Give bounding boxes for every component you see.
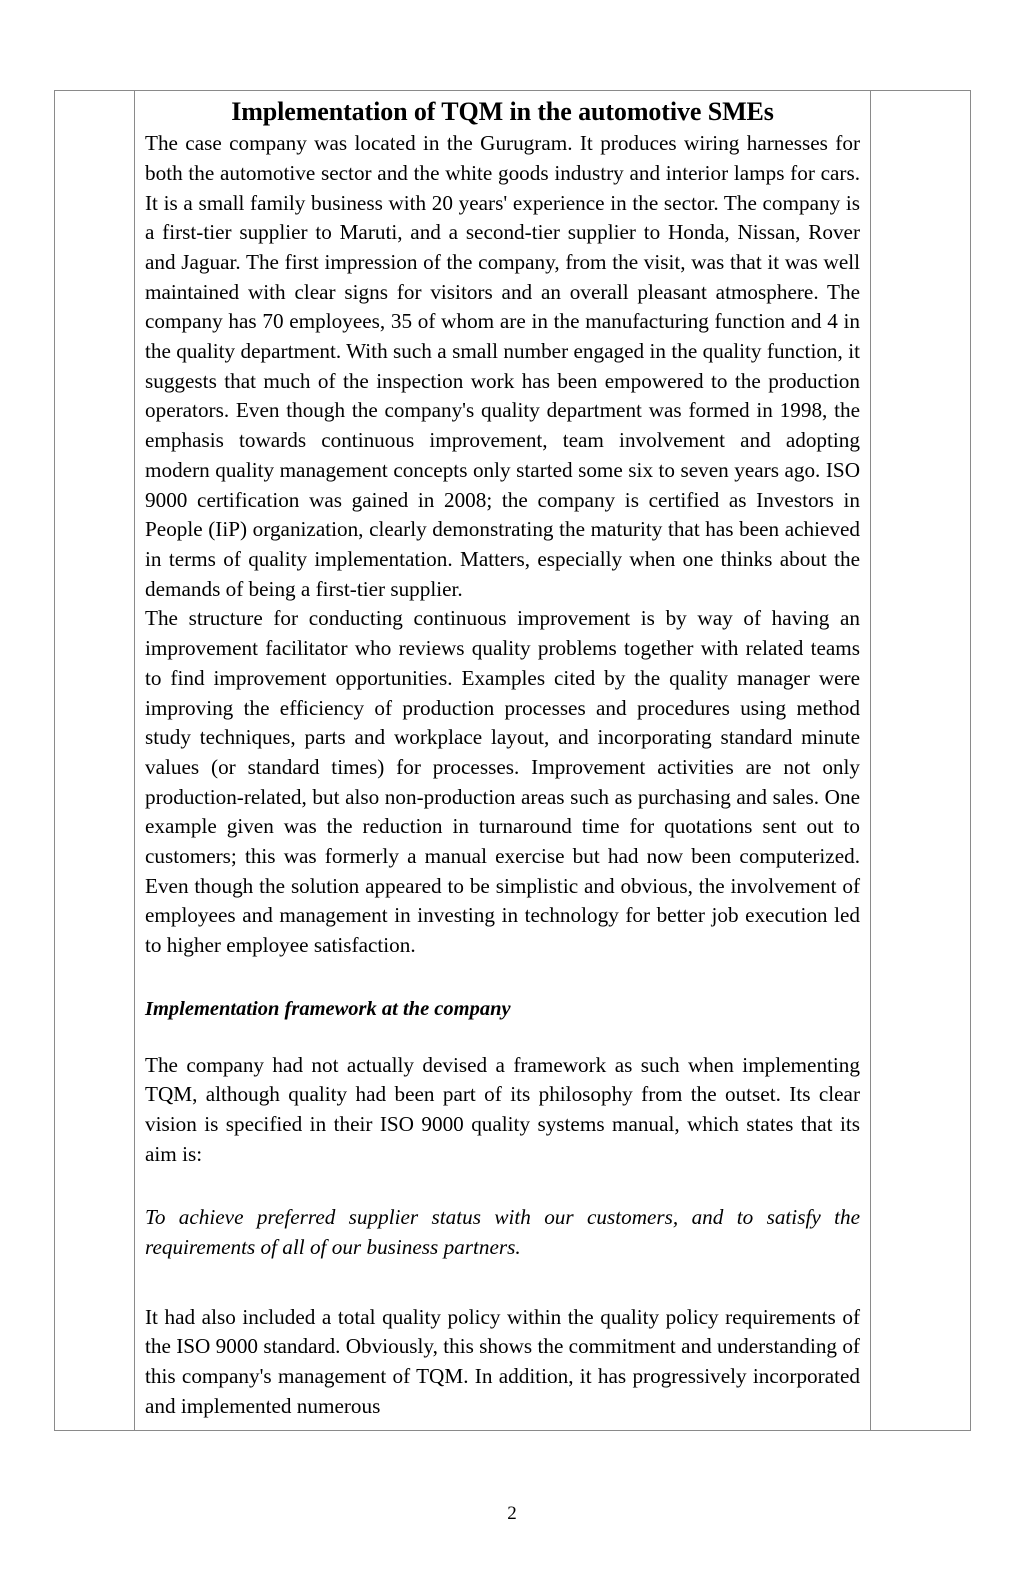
main-content-cell	[135, 91, 871, 1431]
page-title: Implementation of TQM in the automotive SMEs	[231, 97, 774, 126]
section-heading-implementation-framework: Implementation framework at the company	[145, 997, 511, 1020]
paragraph-continuous-improvement: The structure for conducting continuous improvement is by way of having an improvement facilitator who reviews quality problems together with related teams to find improvement opportunities. Examples cited by the quality manager were improving the efficiency of production processes and procedures using method study techniques, parts and workplace layout, and incorporating standard minute values (or standard times) for processes. Improvement activities are not only production-related, but also non-production areas such as purchasing and sales. One example given was the reduction in turnaround time for quotations sent out to customers; this was formerly a manual exercise but had now been computerized. Even though the solution appeared to be simplistic and obvious, the involvement of employees and management in investing in technology for better job execution led to higher employee satisfaction.	[145, 606, 860, 958]
left-gutter-cell	[55, 91, 135, 1431]
table-row	[55, 91, 971, 1431]
paragraph-framework-vision: The company had not actually devised a framework as such when implementing TQM, although quality had been part of its philosophy from the outset. Its clear vision is specified in their ISO 9000 quality systems manual, which states that its aim is:	[145, 1052, 860, 1166]
paragraph-total-quality-policy: It had also included a total quality policy within the quality policy requirements of the ISO 9000 standard. Obviously, this shows the commitment and understanding of this company's management of TQM. In addition, it has progressively incorporated and implemented numerous	[145, 1304, 860, 1418]
page-number: 2	[507, 1503, 517, 1524]
paragraph-case-company: The case company was located in the Gurugram. It produces wiring harnesses for both the automotive sector and the white goods industry and interior lamps for cars. It is a small family business with 20 years' experience in the sector. The company is a first-tier supplier to Maruti, and a second-tier supplier to Honda, Nissan, Rover and Jaguar. The first impression of the company, from the visit, was that it was well maintained with clear signs for visitors and an overall pleasant atmosphere. The company has 70 employees, 35 of whom are in the manufacturing function and 4 in the quality department. With such a small number engaged in the quality function, it suggests that much of the inspection work has been empowered to the production operators. Even though the company's quality department was formed in 1998, the emphasis towards continuous improvement, team involvement and adopting modern quality management concepts only started some six to seven years ago. ISO 9000 certification was gained in 2008; the company is certified as Investors in People (IiP) organization, clearly demonstrating the maturity that has been achieved in terms of quality implementation. Matters, especially when one thinks about the demands of being a first-tier supplier.	[145, 131, 860, 601]
page-layout-table	[54, 90, 971, 1431]
right-gutter-cell	[871, 91, 971, 1431]
blockquote-vision-statement: To achieve preferred supplier status with our customers, and to satisfy the requirements of all of our business partners.	[145, 1205, 860, 1260]
